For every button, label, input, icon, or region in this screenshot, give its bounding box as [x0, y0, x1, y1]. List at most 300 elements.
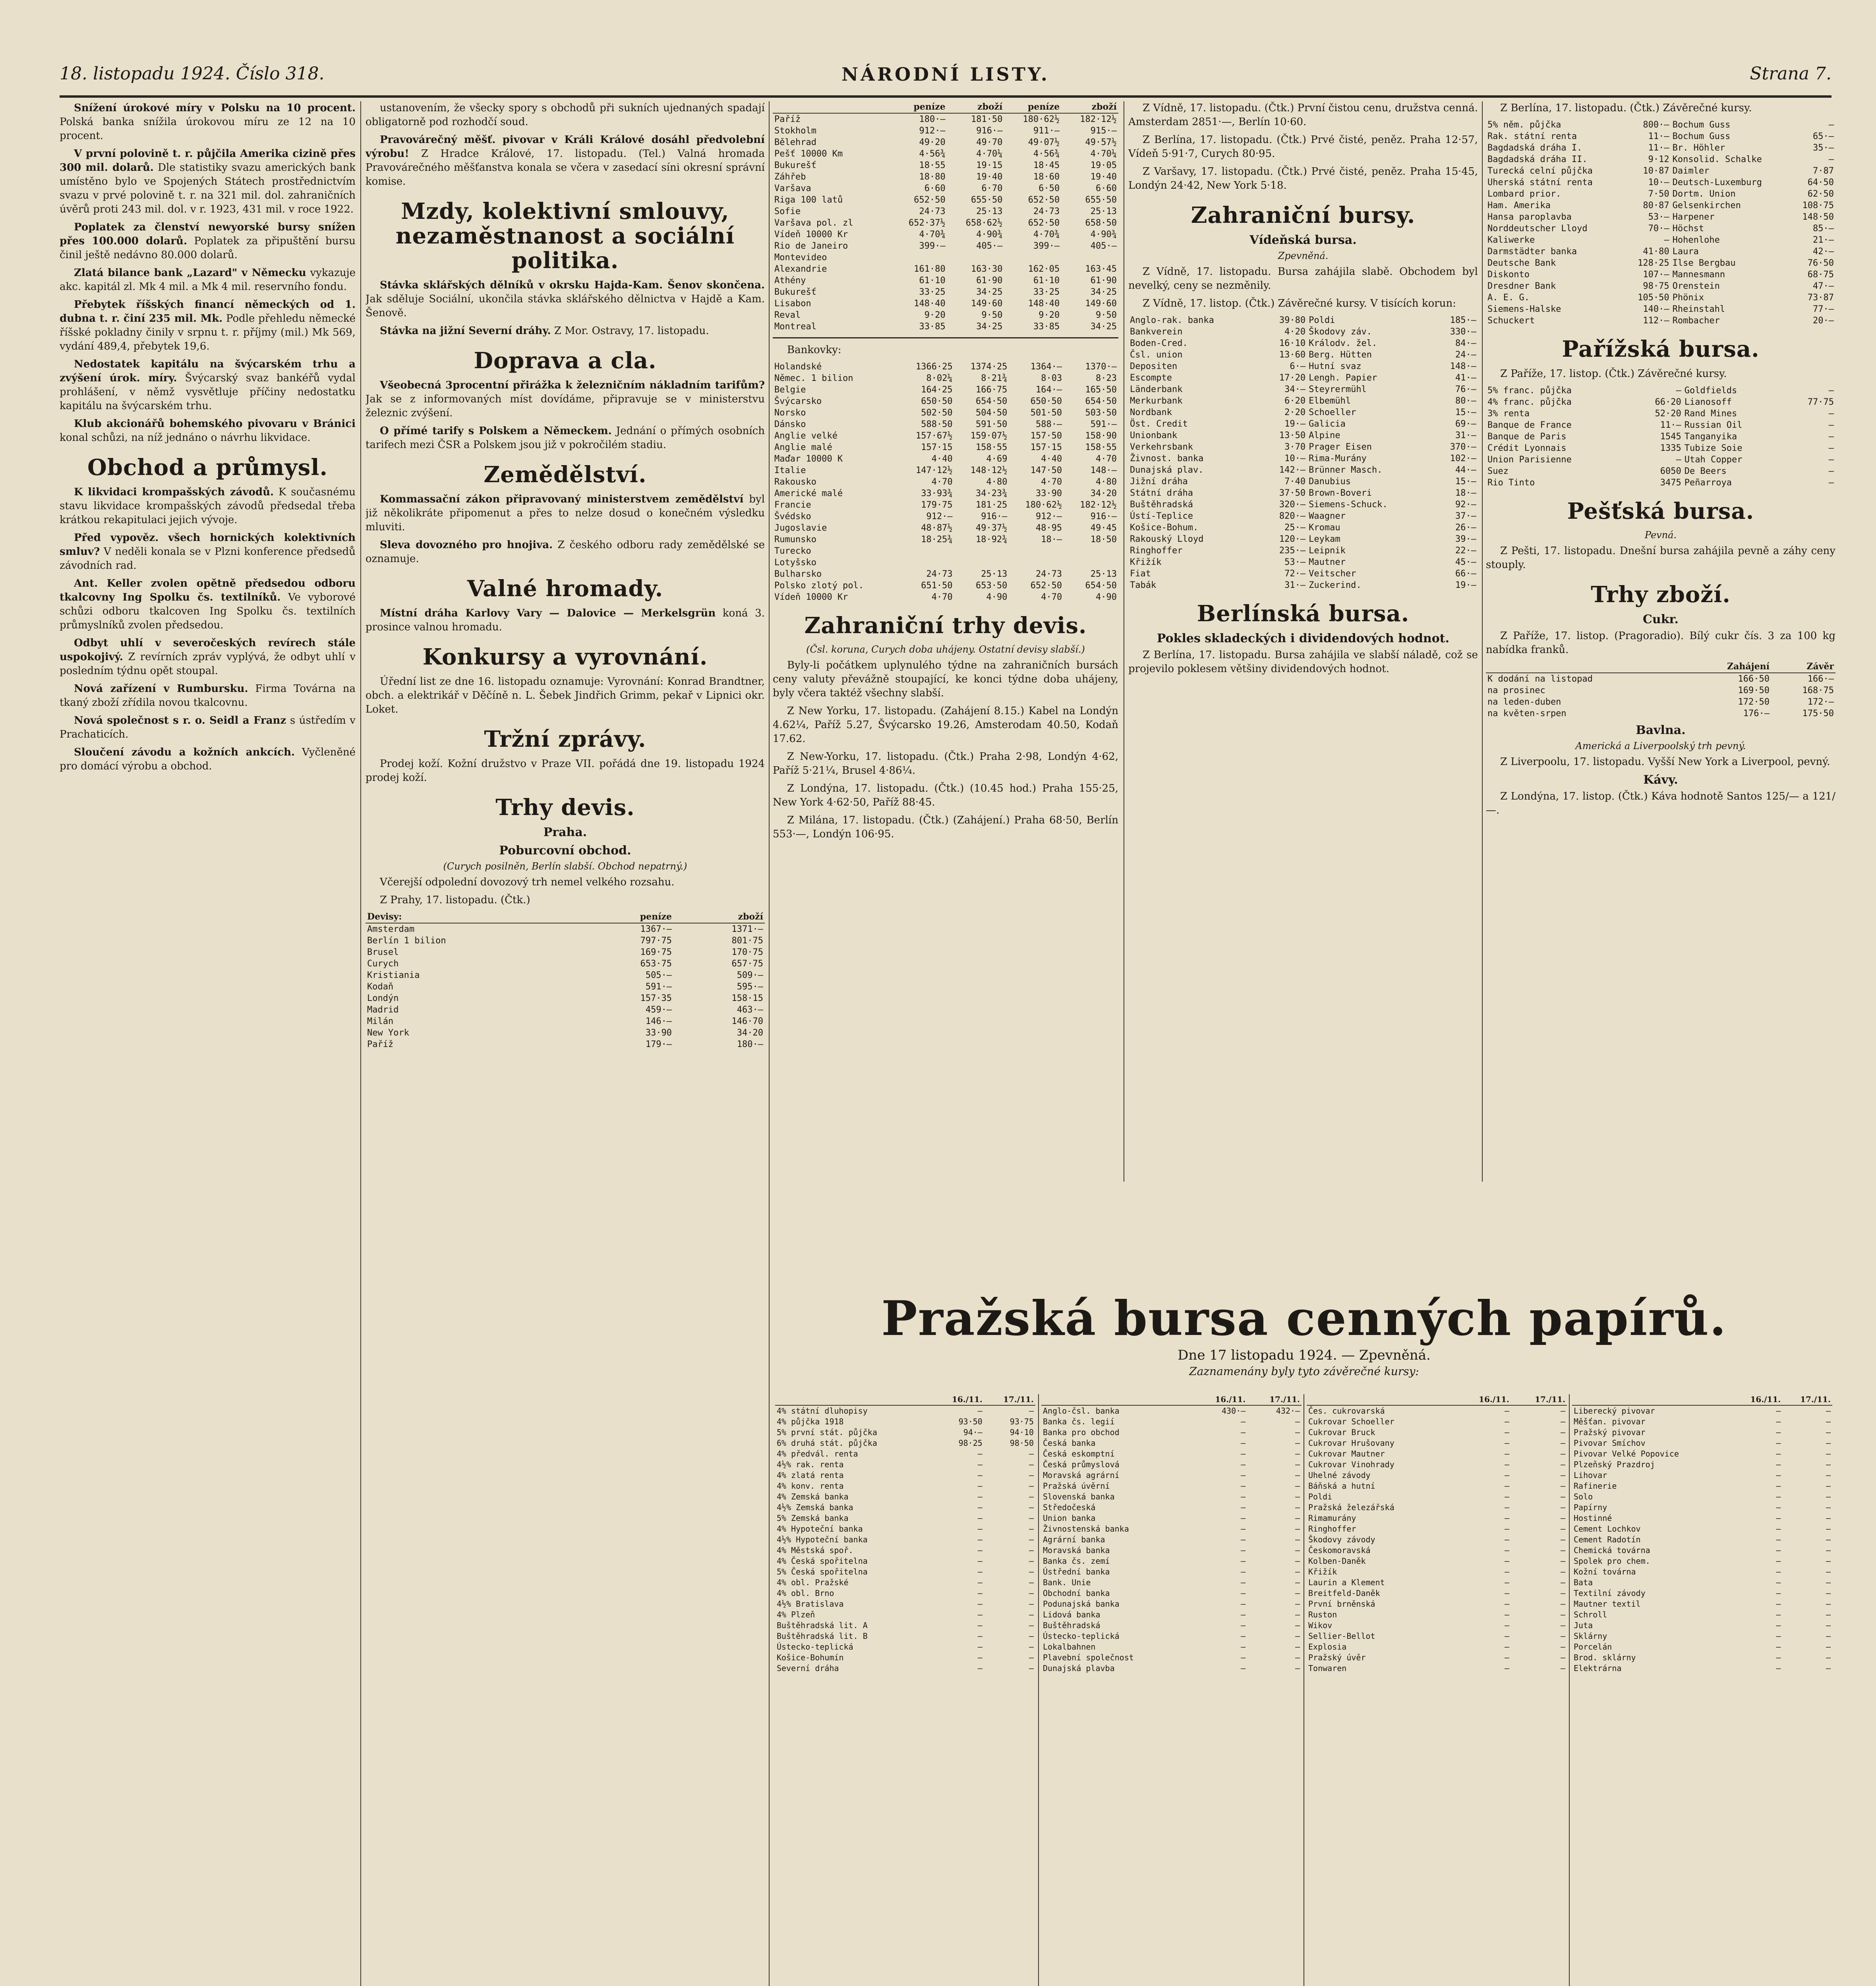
table-row	[1128, 407, 1478, 418]
table-cell: Cement Radotín	[1574, 1535, 1641, 1544]
table-cell: 180·—	[919, 114, 946, 124]
table-row	[1572, 1556, 1832, 1567]
table-cell: —	[1776, 1535, 1781, 1544]
table-cell: Siemens-Schuck.	[1309, 500, 1388, 510]
table-cell: Elektrárna	[1574, 1663, 1622, 1673]
table-cell: 24·—	[1455, 350, 1476, 360]
table-row	[775, 1481, 1035, 1491]
table-header-cell	[1307, 1394, 1455, 1405]
table-cell: 18·55	[919, 160, 946, 170]
table-cell: Veitscher	[1309, 569, 1356, 579]
table-cell: 916·—	[981, 512, 1008, 522]
table-row	[773, 171, 1118, 183]
table-cell: 235·—	[1279, 546, 1306, 556]
table-row	[1041, 1438, 1302, 1449]
table-row	[1041, 1577, 1302, 1588]
table-cell: 158·55	[1085, 442, 1117, 452]
table-cell: 66·20	[1655, 397, 1681, 407]
table-cell: 61·90	[1090, 276, 1117, 286]
article	[60, 417, 356, 445]
table-row	[773, 229, 1118, 240]
table-cell: —	[1560, 1449, 1565, 1459]
table-cell: 505·—	[645, 970, 672, 980]
table-cell: 172·—	[1807, 697, 1834, 707]
table-cell: —	[1826, 1631, 1831, 1641]
table-cell: Montevideo	[774, 253, 827, 263]
table-cell: 3% renta	[1487, 409, 1530, 419]
table-row	[1486, 385, 1835, 396]
table-cell: 18·25¾	[921, 535, 953, 545]
table-cell: 430·—	[1221, 1406, 1246, 1416]
table-cell: Ham. Amerika	[1487, 201, 1551, 211]
article-title: V první polovině t. r. půjčila Amerika cizině přes 300 mil. dolarů.	[60, 148, 356, 174]
table-cell: Mannesmann	[1672, 270, 1725, 280]
table-cell	[1004, 252, 1061, 263]
table-row	[1128, 568, 1478, 580]
table-cell: Ringhoffer	[1130, 546, 1183, 556]
table-header-cell: 17./11.	[1511, 1394, 1567, 1405]
table-row	[1041, 1545, 1302, 1556]
table-row	[1486, 708, 1835, 719]
table-row	[1128, 326, 1478, 338]
table-cell: —	[1826, 1460, 1831, 1469]
table-cell: Schoeller	[1309, 408, 1356, 417]
table-cell: 158·55	[975, 442, 1008, 452]
table-header-row	[773, 101, 1118, 113]
table-cell: —	[1504, 1470, 1510, 1480]
table-cell: 4·90	[986, 592, 1008, 602]
table-cell: Depositen	[1130, 361, 1178, 371]
table-row	[775, 1652, 1035, 1663]
table-header-row	[366, 911, 765, 923]
table-cell: Poldi	[1309, 315, 1335, 325]
table-cell: —	[1828, 420, 1834, 430]
article-body: Švýcarský svaz bankéřů vydal prohlášení, v němž vysvětluje příčiny nedostatku kapitálu na švýcarském trhu.	[60, 372, 356, 412]
article-body: Jak sděluje Sociální, ukončila stávka sklářského dělnictva v Hajdě a Kam. Šenově.	[366, 293, 765, 319]
table-cell	[899, 557, 954, 568]
table-row	[1128, 580, 1478, 591]
table-cell: 148·12½	[970, 466, 1008, 475]
table-cell: —	[1295, 1642, 1300, 1652]
table-cell: Plavební společnost	[1043, 1653, 1134, 1662]
table-row	[1307, 1620, 1567, 1631]
table-cell: Breitfeld-Daněk	[1308, 1588, 1380, 1598]
table-row	[773, 252, 1118, 263]
table-cell: Leykam	[1309, 534, 1340, 544]
table-row	[1128, 556, 1478, 568]
table-cell: 33·25	[919, 287, 946, 297]
table-cell: 588·—	[1035, 419, 1062, 429]
table-cell: —	[977, 1663, 982, 1673]
table-cell: Anglo-čsl. banka	[1043, 1406, 1120, 1416]
table-cell: —	[977, 1653, 982, 1662]
table-cell: 4·90¾	[976, 230, 1003, 240]
table-cell: 18·—	[1455, 488, 1476, 498]
table-cell: Alexandrie	[774, 264, 827, 274]
table-row	[1041, 1620, 1302, 1631]
table-cell: 3·70	[1284, 442, 1306, 452]
table-cell: —	[1241, 1428, 1246, 1437]
table-cell: Crédit Lyonnais	[1487, 443, 1567, 453]
table-cell: Buštěhradská lit. A	[777, 1621, 868, 1630]
table-cell: Banque de France	[1487, 420, 1572, 430]
table-cell: Orenstein	[1672, 281, 1720, 291]
table-cell: 39·—	[1455, 534, 1476, 544]
article	[366, 538, 765, 566]
devis-table	[366, 911, 765, 1050]
table-cell: Boden-Cred.	[1130, 338, 1188, 348]
table-cell: 658·62½	[965, 218, 1003, 228]
table-cell: —	[1560, 1546, 1565, 1555]
table-cell: 4% obl. Pražské	[777, 1578, 849, 1587]
table-row	[1572, 1470, 1832, 1481]
table-cell: 502·50	[921, 408, 953, 418]
article-title: Nedostatek kapitálu na švýcarském trhu a zvýšení úrok. míry.	[60, 358, 356, 384]
table-cell: 1366·25	[915, 362, 953, 372]
table-cell: —	[977, 1599, 982, 1609]
table-cell: 147·12½	[915, 466, 953, 475]
table-cell: —	[1776, 1663, 1781, 1673]
table-row	[1041, 1491, 1302, 1502]
table-row	[1307, 1427, 1567, 1438]
table-cell: 9·50	[981, 310, 1003, 320]
column-divider	[360, 101, 361, 1986]
table-cell: —	[1295, 1610, 1300, 1619]
article	[60, 636, 356, 678]
article-text: Z Pešti, 17. listopadu. Dnešní bursa zahájila pevně a záhy ceny stouply.	[1486, 545, 1835, 571]
table-cell: Riga 100 latů	[774, 195, 843, 205]
table-cell: Madrid	[367, 1005, 399, 1015]
table-row	[1572, 1534, 1832, 1545]
table-cell: 1545	[1660, 432, 1681, 442]
table-cell: 168·75	[1802, 686, 1834, 695]
table-row	[773, 453, 1118, 465]
table-cell: —	[1504, 1449, 1510, 1459]
table-cell: Spolek pro chem.	[1574, 1556, 1650, 1566]
table-cell: Londýn	[367, 993, 399, 1003]
table-cell: Ruston	[1308, 1610, 1337, 1619]
table-cell: —	[1295, 1653, 1300, 1662]
article-title: Místní dráha Karlovy Vary — Dalovice — Merkelsgrün	[380, 607, 716, 619]
table-row	[1572, 1405, 1832, 1416]
table-cell: 4·70	[931, 592, 953, 602]
table-row	[775, 1449, 1035, 1459]
table-cell: —	[1776, 1599, 1781, 1609]
table-header-cell: 17./11.	[1247, 1394, 1302, 1405]
table-cell: —	[1826, 1503, 1831, 1512]
table-cell: 163·45	[1085, 264, 1117, 274]
table-cell: Lisabon	[774, 299, 811, 309]
table-cell: 7·87	[1813, 166, 1834, 176]
table-cell: —	[1828, 455, 1834, 465]
table-cell: 69·—	[1455, 419, 1476, 429]
table-row	[1486, 223, 1835, 234]
table-cell: Montreal	[774, 322, 816, 332]
table-row	[1128, 418, 1478, 430]
table-cell: 33·90	[645, 1028, 672, 1038]
table-cell: —	[1295, 1470, 1300, 1480]
table-cell: Russian Oil	[1684, 420, 1743, 430]
table-cell: 4% Česká spořitelna	[777, 1556, 868, 1566]
table-cell: Steyrermühl	[1309, 384, 1367, 394]
stock-column	[773, 1394, 1038, 1986]
table-cell: —	[977, 1588, 982, 1598]
table-cell: 164·25	[921, 385, 953, 395]
table-cell: —	[1776, 1470, 1781, 1480]
table-cell: —	[1241, 1631, 1246, 1641]
table-row	[366, 1039, 765, 1050]
table-cell: Poldi	[1308, 1492, 1333, 1501]
table-cell: 159·07½	[970, 431, 1008, 441]
table-row	[1572, 1449, 1832, 1459]
table-cell: 911·—	[1033, 126, 1060, 136]
table-cell: —	[1826, 1567, 1831, 1576]
table-header-cell: 16./11.	[1455, 1394, 1511, 1405]
table-cell: 4·70¾	[919, 230, 946, 240]
table-cell: —	[1776, 1524, 1781, 1534]
article-title: Nová společnost s r. o. Seidl a Franz	[74, 715, 286, 726]
table-row	[1307, 1545, 1567, 1556]
table-cell: Pražská železářská	[1308, 1503, 1394, 1512]
table-cell: 158·15	[731, 993, 763, 1003]
table-cell: Lombard prior.	[1487, 189, 1561, 199]
table-cell: 25·13	[1090, 569, 1117, 579]
table-cell: 22·—	[1455, 546, 1476, 556]
table-cell: 4% Hypoteční banka	[777, 1524, 863, 1534]
table-cell: 6·60	[1096, 184, 1117, 193]
table-cell: 591·—	[645, 982, 672, 992]
table-cell: 801·75	[731, 936, 763, 946]
article-title: Poplatek za členství newyorské bursy snížen přes 100.000 dolarů.	[60, 221, 356, 247]
table-cell: 13·50	[1279, 431, 1306, 440]
table-cell: —	[1828, 155, 1834, 164]
table-cell: 166·—	[1807, 674, 1834, 684]
table-cell: Elbemühl	[1309, 396, 1351, 406]
table-cell: —	[1295, 1438, 1300, 1448]
table-cell: 181·25	[975, 500, 1008, 510]
table-cell: Bata	[1574, 1578, 1593, 1587]
table-row	[773, 286, 1118, 298]
table-cell: 31·—	[1284, 580, 1306, 590]
article	[366, 278, 765, 320]
table-cell: —	[1504, 1503, 1510, 1512]
table-cell: 157·15	[921, 442, 953, 452]
table-cell: A. E. G.	[1487, 293, 1530, 303]
table-cell: Curych	[367, 959, 399, 969]
article-body: Jak se z informovaných míst dovídáme, připravuje se v ministerstvu železnic zvýšení.	[366, 393, 765, 419]
table-row	[773, 419, 1118, 430]
table-cell	[899, 545, 954, 557]
table-cell: —	[1029, 1492, 1034, 1501]
table-row	[775, 1545, 1035, 1556]
table-cell: 49·20	[919, 137, 946, 147]
table-row	[773, 396, 1118, 407]
table-row	[1486, 303, 1835, 315]
table-cell: Lotyšsko	[774, 558, 816, 568]
article-body: Vyčleněné pro domácí výrobu a obchod.	[60, 746, 356, 772]
table-row	[773, 488, 1118, 499]
table-row	[775, 1631, 1035, 1642]
table-cell: 21·—	[1813, 235, 1834, 245]
table-cell: Rand Mines	[1684, 409, 1737, 419]
table-row	[1041, 1642, 1302, 1652]
table-cell: 16·10	[1279, 338, 1306, 348]
table-cell: 4% zlatá renta	[777, 1470, 844, 1480]
table-cell: 148·50	[1802, 212, 1834, 222]
table-row	[1486, 177, 1835, 188]
table-cell: —	[1826, 1556, 1831, 1566]
table-row	[1486, 246, 1835, 257]
table-cell: 4·69	[986, 454, 1008, 464]
table-cell: 25·13	[981, 569, 1008, 579]
table-cell: 84·—	[1455, 338, 1476, 348]
table-cell: —	[1295, 1578, 1300, 1587]
table-cell: —	[1241, 1578, 1246, 1587]
table-cell: Goldfields	[1684, 386, 1737, 396]
table-header-row	[1486, 661, 1835, 673]
banknotes-heading: Bankovky:	[787, 344, 841, 356]
table-row	[1307, 1524, 1567, 1534]
table-row	[1486, 131, 1835, 142]
table-cell: Cukrovar Mautner	[1308, 1449, 1385, 1459]
table-cell: Diskonto	[1487, 270, 1530, 280]
table-cell: 4·70	[931, 477, 953, 487]
table-row	[773, 275, 1118, 286]
table-row	[773, 499, 1118, 511]
table-cell: —	[1029, 1460, 1034, 1469]
table-cell: —	[1504, 1460, 1510, 1469]
stock-column	[1038, 1394, 1304, 1986]
table-cell: 17·20	[1279, 373, 1306, 383]
table-cell: Moravská banka	[1043, 1546, 1110, 1555]
table-cell: Länderbank	[1130, 384, 1183, 394]
table-cell: —	[1295, 1588, 1300, 1598]
table-cell: 651·50	[921, 581, 953, 591]
article-title: Stávka sklářských dělníků v okrsku Hajda-Kam. Šenov skončena.	[380, 279, 765, 291]
article-body: koná 3. prosince valnou hromadu.	[366, 607, 765, 633]
table-cell	[1061, 252, 1118, 263]
table-row	[1128, 315, 1478, 326]
table-cell: —	[1029, 1449, 1034, 1459]
table-cell: —	[1826, 1599, 1831, 1609]
table-row	[1572, 1416, 1832, 1427]
table-cell: 45·—	[1455, 557, 1476, 567]
table-cell: 93·75	[1010, 1417, 1034, 1426]
table-row	[773, 591, 1118, 603]
table-cell: 41·80	[1643, 247, 1669, 257]
table-cell: —	[1504, 1631, 1510, 1641]
article-body: Ve vyborové schůzi odboru tkalcoven Ing Spolku čs. textilních průmyslníků zvolen předsedou.	[60, 591, 356, 631]
table-row	[775, 1513, 1035, 1524]
table-cell: —	[977, 1406, 982, 1416]
table-cell: —	[977, 1470, 982, 1480]
table-row	[1572, 1642, 1832, 1652]
prague-stock-exchange	[773, 1291, 1835, 1986]
sugar-table	[1486, 661, 1835, 719]
article	[366, 379, 765, 420]
table-cell: —	[1776, 1503, 1781, 1512]
table-cell: 6050	[1660, 466, 1681, 476]
table-row	[1128, 338, 1478, 349]
table-cell: Němec. 1 bilion	[774, 373, 853, 383]
table-cell: 157·67½	[915, 431, 953, 441]
section-title-pest: Pešťská bursa.	[1567, 498, 1754, 524]
table-cell: Verkehrsbank	[1130, 442, 1193, 452]
table-cell: Sklárny	[1574, 1631, 1607, 1641]
table-cell: —	[1560, 1428, 1565, 1437]
table-cell: Varšava pol. zl	[774, 218, 853, 228]
table-cell: —	[1828, 409, 1834, 419]
table-cell: —	[1241, 1438, 1246, 1448]
article-body: Z Hradce Králové, 17. listopadu. (Tel.) Valná hromada Pravovárečného měšťanstva konala se včera v zasedací síni okresní správní komise.	[366, 148, 765, 187]
table-cell: 912·—	[919, 126, 946, 136]
table-row	[1128, 395, 1478, 407]
table-cell: —	[1776, 1556, 1781, 1566]
table-cell: 432·—	[1276, 1406, 1300, 1416]
table-row	[773, 534, 1118, 545]
table-cell: Severní dráha	[777, 1663, 839, 1673]
table-row	[773, 384, 1118, 396]
article-title: K likvidaci krompašských závodů.	[74, 486, 274, 498]
table-cell: 49·07½	[1028, 137, 1060, 147]
table-cell: 797·75	[640, 936, 672, 946]
table-row	[773, 263, 1118, 275]
table-cell: 98·75	[1643, 281, 1669, 291]
table-row	[366, 993, 765, 1004]
article	[60, 147, 356, 216]
table-cell: —	[1504, 1588, 1510, 1598]
table-cell: —	[1504, 1642, 1510, 1652]
table-row	[366, 1027, 765, 1039]
article	[60, 266, 356, 294]
article-body: Dle statistiky svazu amerických bank umístěno bylo ve Spojených Státech prostřednictvím svazu v prvé polovině t. r. na 321 mil. dol. zahraničních úvěrů proti 243 mil. dol. v r. 1923, 431 mil. v roce 1922.	[60, 162, 356, 215]
table-row	[366, 970, 765, 981]
table-row	[366, 923, 765, 935]
table-cell: Tanganyika	[1684, 432, 1737, 442]
table-cell: Rimamurány	[1308, 1513, 1356, 1523]
table-cell: —	[1295, 1621, 1300, 1630]
table-header-cell: 16./11.	[1733, 1394, 1783, 1405]
article-body: Firma Továrna na tkaný zboží zřídila novou tkalcovnu.	[60, 683, 356, 709]
article-body: Jednání o přímých osobních tarifech mezi ČSR a Polskem jsou již v pokročilém stadiu.	[366, 425, 765, 451]
table-cell: 34·23¾	[975, 489, 1008, 498]
table-row	[1486, 269, 1835, 280]
table-cell: Paříž	[367, 1039, 394, 1049]
table-cell: 20·—	[1813, 316, 1834, 326]
table-cell: 655·50	[971, 195, 1003, 205]
table-cell: 19·—	[1284, 419, 1306, 429]
table-cell: —	[1560, 1556, 1565, 1566]
table-cell: 35·—	[1813, 143, 1834, 153]
table-cell: 504·50	[975, 408, 1008, 418]
table-cell: —	[1295, 1428, 1300, 1437]
article-title: O přímé tarify s Polskem a Německem.	[380, 425, 612, 437]
table-cell: Union Parisienne	[1487, 455, 1572, 465]
table-cell: —	[1776, 1513, 1781, 1523]
table-cell: 24·73	[919, 207, 946, 216]
column-economics	[60, 101, 356, 1986]
article-text: Úřední list ze dne 16. listopadu oznamuje: Vyrovnání: Konrad Brandtner, obch. a elektrikář v Děčíně n. L. Šebek Jindřich Grimm, pekař v Lipnici okr. Loket.	[366, 676, 765, 715]
table-cell: 320·—	[1279, 500, 1306, 510]
table-cell: —	[1828, 120, 1834, 130]
table-cell: 108·75	[1802, 201, 1834, 211]
table-row	[1307, 1556, 1567, 1567]
table-cell: 5% franc. půjčka	[1487, 386, 1572, 396]
table-cell: Košice-Bohumín	[777, 1653, 844, 1662]
table-cell: —	[1241, 1653, 1246, 1662]
table-cell: 5% první stát. půjčka	[777, 1428, 877, 1437]
table-row	[1128, 384, 1478, 395]
